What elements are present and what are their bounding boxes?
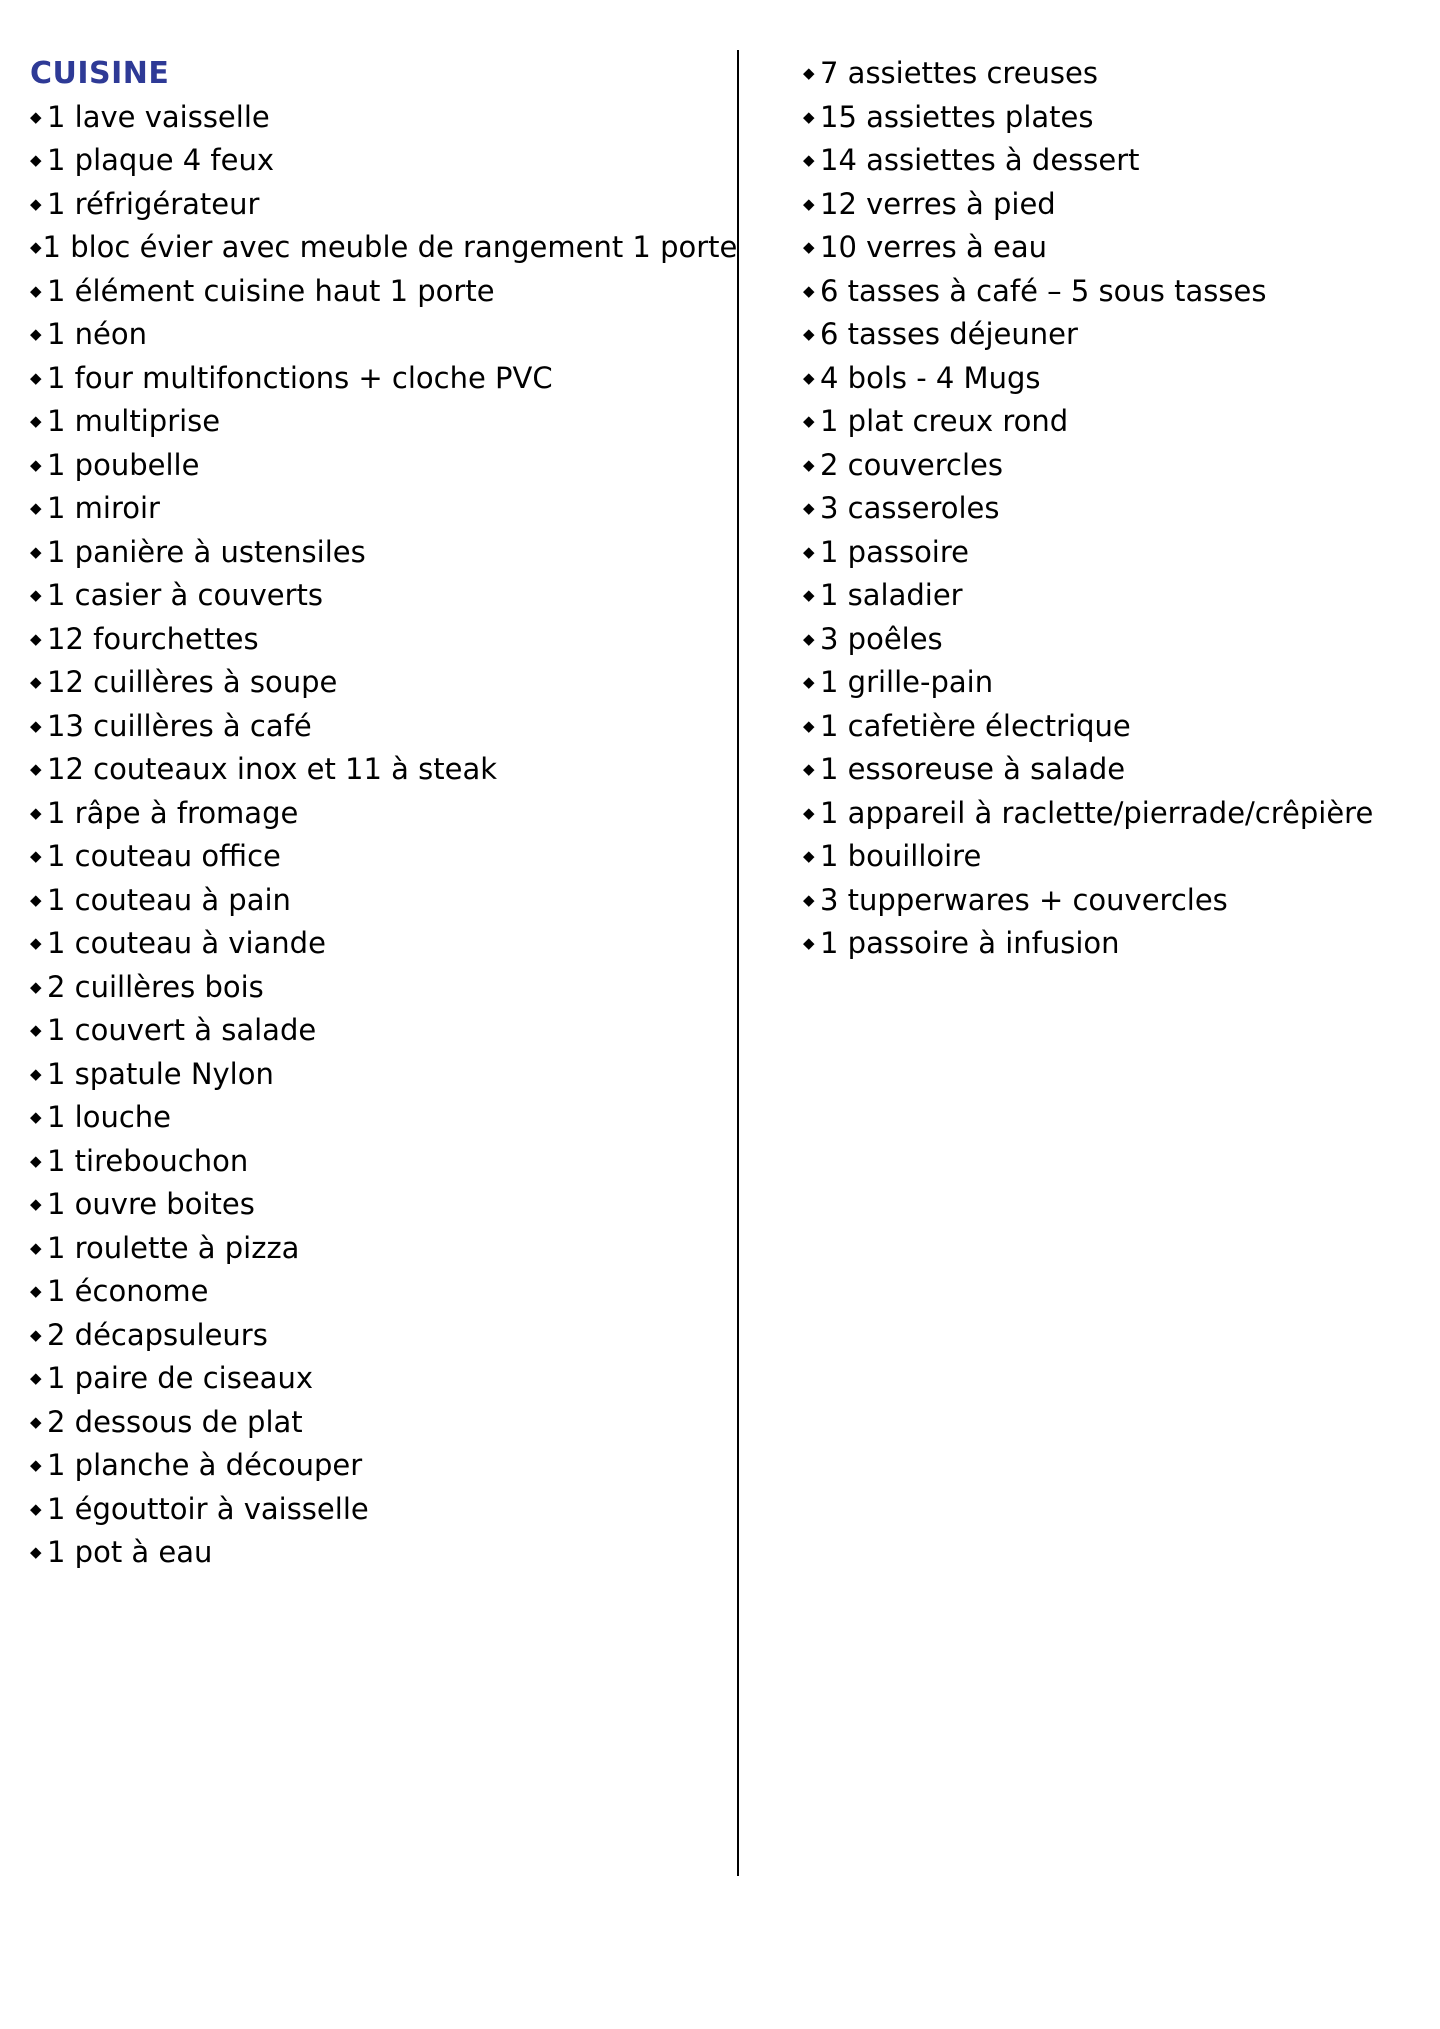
diamond-bullet-icon: ◆ xyxy=(803,412,815,431)
list-item xyxy=(30,1444,730,1488)
list-item xyxy=(30,1357,730,1401)
list-item-text: 1 appareil à raclette/pierrade/crêpière xyxy=(820,795,1374,830)
diamond-bullet-icon: ◆ xyxy=(30,1499,42,1518)
list-item xyxy=(30,1009,730,1053)
list-item xyxy=(30,1053,730,1097)
diamond-bullet-icon: ◆ xyxy=(30,1369,42,1388)
list-item xyxy=(803,183,1423,227)
list-item-text: 1 passoire à infusion xyxy=(820,926,1120,960)
list-item xyxy=(30,444,730,488)
diamond-bullet-icon: ◆ xyxy=(803,281,815,300)
list-item xyxy=(30,966,730,1010)
section-title: CUISINE xyxy=(30,56,170,91)
diamond-bullet-icon: ◆ xyxy=(30,107,42,126)
diamond-bullet-icon: ◆ xyxy=(30,1021,42,1040)
diamond-bullet-icon: ◆ xyxy=(30,1108,42,1127)
list-item xyxy=(30,618,730,662)
list-item-text: 1 multiprise xyxy=(47,404,221,438)
list-item xyxy=(30,879,730,923)
diamond-bullet-icon: ◆ xyxy=(30,716,42,735)
list-item-text: 1 planche à découper xyxy=(47,1448,363,1482)
list-item xyxy=(803,792,1423,836)
list-item xyxy=(30,661,730,705)
diamond-bullet-icon: ◆ xyxy=(30,325,42,344)
left-column xyxy=(30,52,738,1575)
diamond-bullet-icon: ◆ xyxy=(30,586,42,605)
list-item-text: 12 cuillères à soupe xyxy=(47,665,338,699)
list-item-text: 15 assiettes plates xyxy=(820,99,1094,134)
list-item-text: 1 four multifonctions + cloche PVC xyxy=(47,360,553,395)
list-item-text: 7 assiettes creuses xyxy=(820,56,1098,90)
list-item xyxy=(30,400,730,444)
diamond-bullet-icon: ◆ xyxy=(803,803,815,822)
list-item xyxy=(30,313,730,357)
diamond-bullet-icon: ◆ xyxy=(30,1456,42,1475)
list-item-text: 1 cafetière électrique xyxy=(820,708,1131,743)
list-item-text: 1 couteau à viande xyxy=(47,926,326,960)
list-item xyxy=(30,487,730,531)
diamond-bullet-icon: ◆ xyxy=(30,847,42,866)
list-item-text: 2 dessous de plat xyxy=(47,1404,303,1439)
list-item-text: 14 assiettes à dessert xyxy=(820,143,1140,177)
column-divider xyxy=(737,50,739,1876)
diamond-bullet-icon: ◆ xyxy=(30,1195,42,1214)
list-item xyxy=(803,835,1423,879)
list-item xyxy=(30,792,730,836)
list-item-text: 1 passoire xyxy=(820,534,969,569)
list-item xyxy=(803,705,1423,749)
list-item xyxy=(30,270,730,314)
list-item xyxy=(30,1531,730,1575)
list-item xyxy=(30,1401,730,1445)
list-item-text: 1 ouvre boites xyxy=(47,1187,255,1221)
diamond-bullet-icon: ◆ xyxy=(30,1412,42,1431)
list-item xyxy=(803,922,1423,966)
list-item-text: 1 bouilloire xyxy=(820,839,982,873)
diamond-bullet-icon: ◆ xyxy=(30,412,42,431)
diamond-bullet-icon: ◆ xyxy=(30,890,42,909)
list-item xyxy=(30,922,730,966)
diamond-bullet-icon: ◆ xyxy=(803,194,815,213)
diamond-bullet-icon: ◆ xyxy=(803,890,815,909)
list-item xyxy=(803,96,1423,140)
diamond-bullet-icon: ◆ xyxy=(30,629,42,648)
list-item-text: 2 cuillères bois xyxy=(47,969,264,1004)
diamond-bullet-icon: ◆ xyxy=(30,1282,42,1301)
diamond-bullet-icon: ◆ xyxy=(803,238,815,257)
list-item-text: 1 saladier xyxy=(820,578,963,612)
list-item xyxy=(30,1183,730,1227)
list-item xyxy=(803,748,1423,792)
diamond-bullet-icon: ◆ xyxy=(803,455,815,474)
list-item-text: 12 verres à pied xyxy=(820,186,1056,221)
diamond-bullet-icon: ◆ xyxy=(803,629,815,648)
right-column xyxy=(803,52,1423,966)
diamond-bullet-icon: ◆ xyxy=(803,586,815,605)
list-item-text: 6 tasses à café – 5 sous tasses xyxy=(820,273,1267,308)
diamond-bullet-icon: ◆ xyxy=(803,760,815,779)
diamond-bullet-icon: ◆ xyxy=(803,934,815,953)
list-item-text: 1 poubelle xyxy=(47,447,200,482)
list-item-text: 1 bloc évier avec meuble de rangement 1 porte xyxy=(42,230,738,264)
list-item-text: 1 roulette à pizza xyxy=(47,1230,300,1265)
list-item-text: 2 couvercles xyxy=(820,447,1003,482)
diamond-bullet-icon: ◆ xyxy=(30,455,42,474)
diamond-bullet-icon: ◆ xyxy=(803,325,815,344)
list-item xyxy=(30,139,730,183)
list-item xyxy=(30,1140,730,1184)
diamond-bullet-icon: ◆ xyxy=(803,847,815,866)
list-item-text: 1 essoreuse à salade xyxy=(820,752,1126,786)
diamond-bullet-icon: ◆ xyxy=(30,281,42,300)
diamond-bullet-icon: ◆ xyxy=(803,673,815,692)
list-item-text: 4 bols - 4 Mugs xyxy=(820,360,1041,395)
list-item-text: 2 décapsuleurs xyxy=(47,1317,268,1352)
list-item-text: 1 plaque 4 feux xyxy=(47,143,275,177)
list-item xyxy=(30,357,730,401)
list-item-text: 1 miroir xyxy=(47,491,160,525)
list-item xyxy=(30,574,730,618)
list-item xyxy=(803,139,1423,183)
list-item-text: 3 poêles xyxy=(820,621,943,656)
list-item xyxy=(803,52,1423,96)
list-item-text: 1 couteau office xyxy=(47,839,281,873)
list-item xyxy=(803,444,1423,488)
list-item xyxy=(803,618,1423,662)
list-item-text: 1 paire de ciseaux xyxy=(47,1361,313,1395)
list-item-text: 3 tupperwares + couvercles xyxy=(820,882,1228,917)
list-item-text: 13 cuillères à café xyxy=(47,708,312,743)
list-item xyxy=(803,661,1423,705)
list-item xyxy=(803,270,1423,314)
list-item-text: 1 râpe à fromage xyxy=(47,795,299,830)
diamond-bullet-icon: ◆ xyxy=(803,499,815,518)
diamond-bullet-icon: ◆ xyxy=(30,760,42,779)
list-item xyxy=(30,183,730,227)
list-item xyxy=(803,313,1423,357)
diamond-bullet-icon: ◆ xyxy=(803,151,815,170)
diamond-bullet-icon: ◆ xyxy=(30,803,42,822)
list-item xyxy=(30,835,730,879)
list-item-text: 6 tasses déjeuner xyxy=(820,317,1078,351)
diamond-bullet-icon: ◆ xyxy=(30,1543,42,1562)
diamond-bullet-icon: ◆ xyxy=(30,499,42,518)
list-item xyxy=(30,748,730,792)
list-item xyxy=(30,705,730,749)
list-item xyxy=(803,574,1423,618)
diamond-bullet-icon: ◆ xyxy=(30,1151,42,1170)
diamond-bullet-icon: ◆ xyxy=(30,977,42,996)
diamond-bullet-icon: ◆ xyxy=(30,1064,42,1083)
list-item-text: 1 économe xyxy=(47,1274,209,1308)
list-item xyxy=(803,879,1423,923)
diamond-bullet-icon: ◆ xyxy=(30,673,42,692)
diamond-bullet-icon: ◆ xyxy=(30,542,42,561)
list-item xyxy=(30,1270,730,1314)
list-item-text: 1 couteau à pain xyxy=(47,882,291,917)
list-item-text: 1 tirebouchon xyxy=(47,1143,249,1178)
list-item-text: 12 fourchettes xyxy=(47,621,259,656)
diamond-bullet-icon: ◆ xyxy=(30,194,42,213)
diamond-bullet-icon: ◆ xyxy=(30,934,42,953)
list-item xyxy=(30,1227,730,1271)
diamond-bullet-icon: ◆ xyxy=(30,151,42,170)
diamond-bullet-icon: ◆ xyxy=(30,368,42,387)
list-item-text: 1 grille-pain xyxy=(820,665,994,699)
list-item xyxy=(803,226,1423,270)
list-item xyxy=(803,487,1423,531)
diamond-bullet-icon: ◆ xyxy=(803,716,815,735)
list-item-text: 12 couteaux inox et 11 à steak xyxy=(47,752,498,786)
list-item-text: 1 réfrigérateur xyxy=(47,186,260,221)
list-item-text: 1 couvert à salade xyxy=(47,1013,317,1047)
list-item xyxy=(30,531,730,575)
list-item xyxy=(30,1488,730,1532)
diamond-bullet-icon: ◆ xyxy=(803,64,815,83)
list-item-text: 10 verres à eau xyxy=(820,230,1047,264)
list-item-text: 1 égouttoir à vaisselle xyxy=(47,1491,369,1526)
diamond-bullet-icon: ◆ xyxy=(803,368,815,387)
diamond-bullet-icon: ◆ xyxy=(30,238,42,257)
list-item-text: 1 néon xyxy=(47,317,148,351)
list-item xyxy=(30,96,730,140)
list-item-text: 1 lave vaisselle xyxy=(47,99,270,134)
list-item-text: 1 spatule Nylon xyxy=(47,1056,274,1091)
list-item xyxy=(30,1314,730,1358)
diamond-bullet-icon: ◆ xyxy=(30,1325,42,1344)
diamond-bullet-icon: ◆ xyxy=(803,542,815,561)
list-item-text: 1 panière à ustensiles xyxy=(47,534,366,569)
list-item-text: 1 élément cuisine haut 1 porte xyxy=(47,273,495,308)
right-item-list xyxy=(803,52,1423,966)
list-item xyxy=(30,1096,730,1140)
left-item-list xyxy=(30,96,738,1575)
diamond-bullet-icon: ◆ xyxy=(30,1238,42,1257)
list-item xyxy=(803,357,1423,401)
list-item xyxy=(30,226,738,270)
list-item xyxy=(803,531,1423,575)
diamond-bullet-icon: ◆ xyxy=(803,107,815,126)
list-item-text: 1 plat creux rond xyxy=(820,404,1069,438)
list-item xyxy=(803,400,1423,444)
list-item-text: 1 louche xyxy=(47,1100,172,1134)
list-item-text: 1 casier à couverts xyxy=(47,578,323,612)
list-item-text: 1 pot à eau xyxy=(47,1535,213,1569)
list-item-text: 3 casseroles xyxy=(820,491,1000,525)
